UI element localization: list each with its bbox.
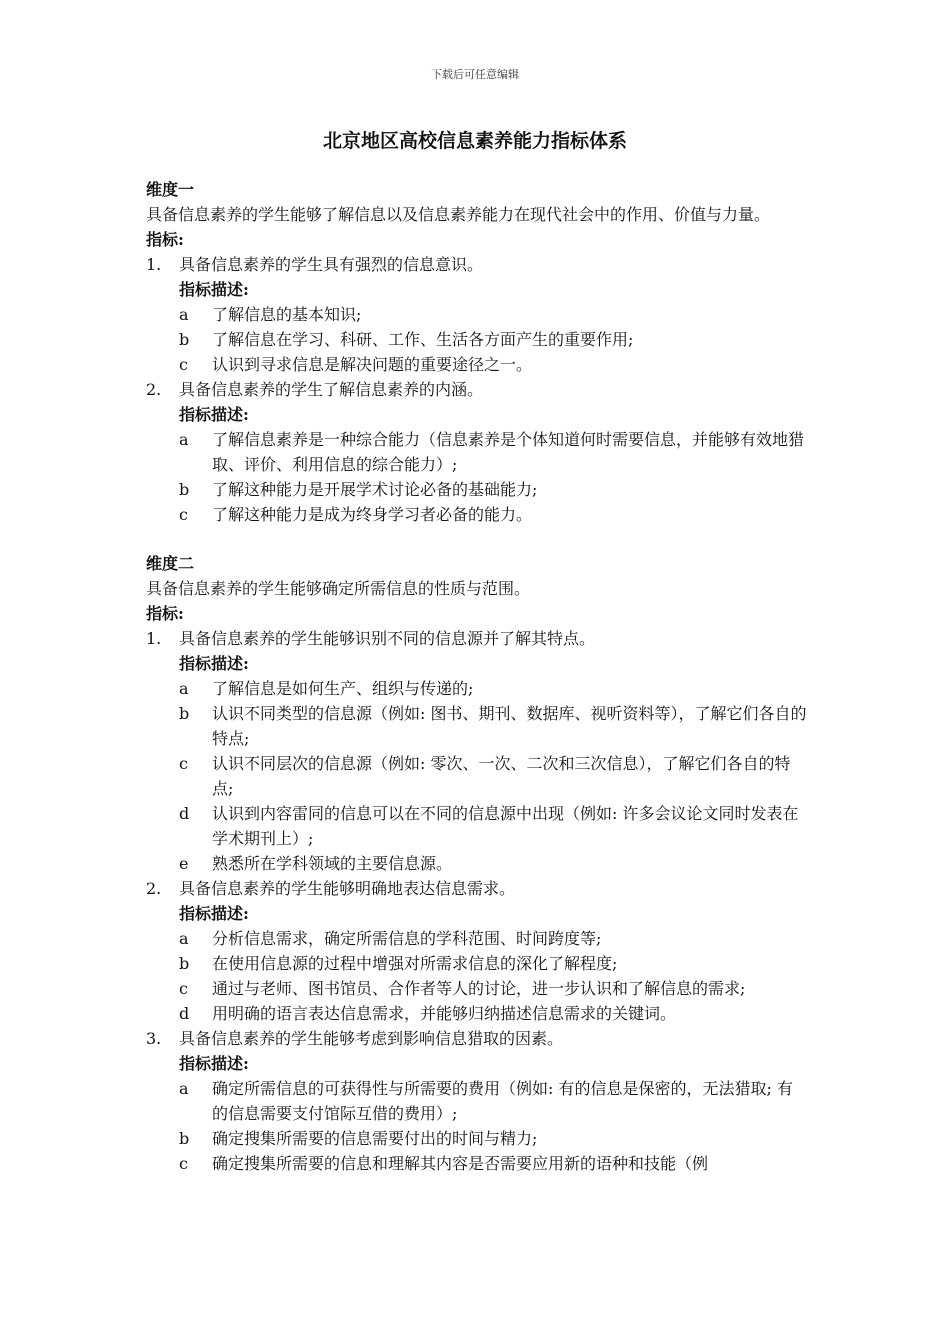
list-item: [146, 1001, 808, 1026]
item-letter: b: [179, 330, 190, 349]
dimension-2: [146, 551, 808, 1176]
page-title: 北京地区高校信息素养能力指标体系: [322, 130, 627, 152]
item-letter: b: [179, 1129, 190, 1148]
item-text: 了解信息素养是一种综合能力（信息素养是个体知道何时需要信息，并能够有效地猎取、评价、利用信息的综合能力）;: [212, 430, 805, 474]
item-letter: a: [179, 929, 189, 948]
item-text: 了解信息的基本知识;: [212, 305, 362, 324]
item-text: 认识到内容雷同的信息可以在不同的信息源中出现（例如: 许多会议论文同时发表在学术期刊上）;: [212, 804, 799, 848]
indicator-number: 2.: [146, 380, 162, 399]
item-letter: b: [179, 480, 190, 499]
item-text: 通过与老师、图书馆员、合作者等人的讨论，进一步认识和了解信息的需求;: [212, 979, 746, 998]
indicator: [146, 876, 808, 1026]
list-item: [146, 1151, 808, 1176]
list-item: [146, 1126, 808, 1151]
item-text: 了解这种能力是开展学术讨论必备的基础能力;: [212, 480, 538, 499]
indicator-line: [146, 1026, 808, 1051]
item-text: 用明确的语言表达信息需求，并能够归纳描述信息需求的关键词。: [212, 1004, 677, 1023]
description-label: 指标描述:: [179, 904, 249, 923]
item-letter: e: [179, 854, 189, 873]
indicators-label: 指标:: [146, 230, 184, 249]
item-letter: d: [179, 804, 190, 823]
item-letter: c: [179, 754, 188, 773]
indicator-text: 具备信息素养的学生具有强烈的信息意识。: [179, 255, 484, 274]
document-body: [146, 177, 808, 1176]
indicator-text: 具备信息素养的学生能够识别不同的信息源并了解其特点。: [179, 629, 596, 648]
dimension-heading: 维度一: [146, 180, 195, 199]
indicators-label: 指标:: [146, 604, 184, 623]
list-item: [146, 951, 808, 976]
list-item: [146, 701, 808, 751]
list-item: [146, 302, 808, 327]
item-letter: c: [179, 355, 188, 374]
indicator: [146, 252, 808, 377]
description-label: 指标描述:: [179, 405, 249, 424]
list-item: [146, 751, 808, 801]
item-letter: a: [179, 430, 189, 449]
list-item: [146, 676, 808, 701]
indicator-text: 具备信息素养的学生能够明确地表达信息需求。: [179, 879, 516, 898]
indicator-number: 2.: [146, 879, 162, 898]
list-item: [146, 327, 808, 352]
item-text: 确定搜集所需要的信息需要付出的时间与精力;: [212, 1129, 538, 1148]
indicator: [146, 377, 808, 527]
list-item: [146, 427, 808, 477]
list-item: [146, 352, 808, 377]
indicator-line: [146, 876, 808, 901]
description-label: 指标描述:: [179, 1054, 249, 1073]
indicator: [146, 1026, 808, 1176]
indicator: [146, 626, 808, 876]
item-text: 熟悉所在学科领域的主要信息源。: [212, 854, 453, 873]
indicator-text: 具备信息素养的学生了解信息素养的内涵。: [179, 380, 484, 399]
description-label: 指标描述:: [179, 280, 249, 299]
dimension-statement: 具备信息素养的学生能够了解信息以及信息素养能力在现代社会中的作用、价值与力量。: [146, 205, 771, 224]
item-letter: a: [179, 679, 189, 698]
item-text: 确定所需信息的可获得性与所需要的费用（例如: 有的信息是保密的，无法猎取; 有的信息需要支付馆际互借的费用）;: [212, 1079, 793, 1123]
item-letter: a: [179, 305, 189, 324]
item-text: 确定搜集所需要的信息和理解其内容是否需要应用新的语种和技能（例: [212, 1154, 709, 1173]
indicator-number: 1.: [146, 629, 162, 648]
item-letter: b: [179, 704, 190, 723]
item-letter: a: [179, 1079, 189, 1098]
item-text: 认识不同层次的信息源（例如: 零次、一次、二次和三次信息），了解它们各自的特点;: [212, 754, 791, 798]
list-item: [146, 926, 808, 951]
item-text: 了解信息在学习、科研、工作、生活各方面产生的重要作用;: [212, 330, 634, 349]
item-letter: c: [179, 1154, 188, 1173]
list-item: [146, 801, 808, 851]
indicator-line: [146, 626, 808, 651]
list-item: [146, 851, 808, 876]
item-letter: b: [179, 954, 190, 973]
item-letter: c: [179, 505, 188, 524]
indicator-number: 3.: [146, 1029, 162, 1048]
item-text: 在使用信息源的过程中增强对所需求信息的深化了解程度;: [212, 954, 618, 973]
dimension-1: [146, 177, 808, 527]
item-letter: d: [179, 1004, 190, 1023]
indicator-number: 1.: [146, 255, 162, 274]
item-text: 认识到寻求信息是解决问题的重要途径之一。: [212, 355, 533, 374]
dimension-statement: 具备信息素养的学生能够确定所需信息的性质与范围。: [146, 579, 531, 598]
indicator-line: [146, 377, 808, 402]
description-label: 指标描述:: [179, 654, 249, 673]
item-letter: c: [179, 979, 188, 998]
dimension-heading: 维度二: [146, 554, 195, 573]
list-item: [146, 477, 808, 502]
item-text: 了解信息是如何生产、组织与传递的;: [212, 679, 474, 698]
header-note: 下载后可任意编辑: [431, 68, 519, 81]
indicator-text: 具备信息素养的学生能够考虑到影响信息猎取的因素。: [179, 1029, 564, 1048]
item-text: 认识不同类型的信息源（例如: 图书、期刊、数据库、视听资料等），了解它们各自的特点;: [212, 704, 807, 748]
item-text: 了解这种能力是成为终身学习者必备的能力。: [212, 505, 533, 524]
list-item: [146, 976, 808, 1001]
list-item: [146, 502, 808, 527]
item-text: 分析信息需求，确定所需信息的学科范围、时间跨度等;: [212, 929, 602, 948]
list-item: [146, 1076, 808, 1126]
indicator-line: [146, 252, 808, 277]
